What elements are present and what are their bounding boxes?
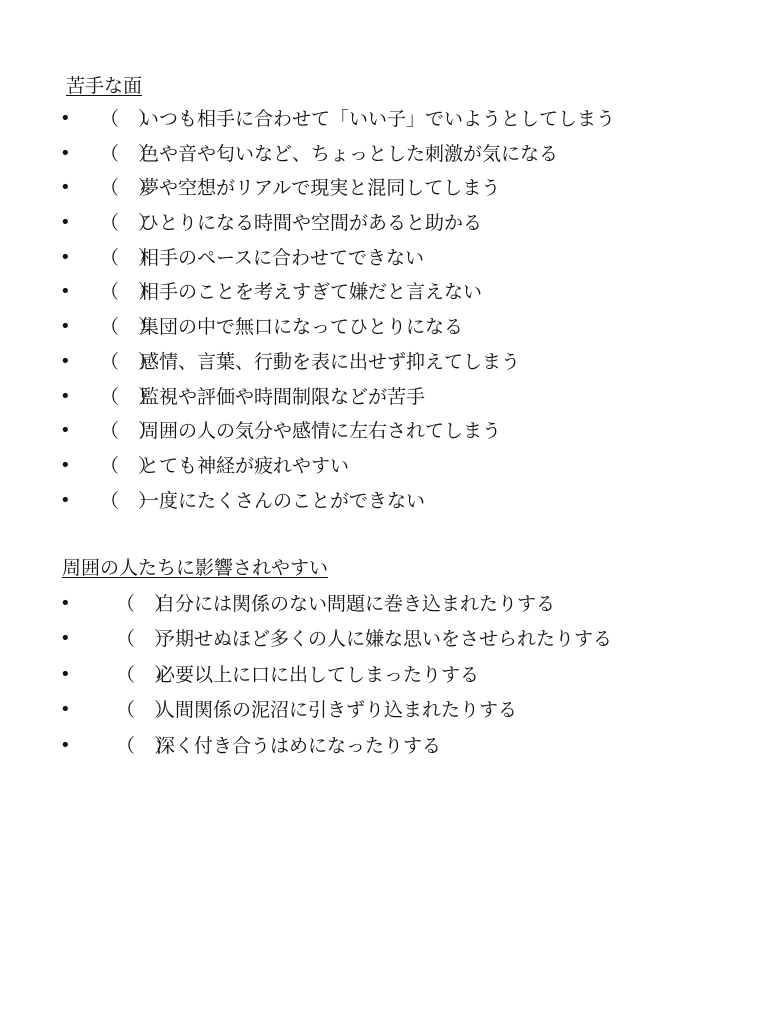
item-text: 必要以上に口に出してしまったりする [156, 663, 480, 686]
bullet: • [60, 385, 71, 407]
list-item [0, 661, 772, 696]
item-text: 相手のことを考えすぎて嫌だと言えない [140, 281, 483, 304]
list-item [0, 140, 772, 175]
bullet: • [60, 628, 71, 650]
item-text: 人間関係の泥沼に引きずり込まれたりする [156, 699, 518, 722]
checkbox-parentheses[interactable]: （ ） [100, 108, 158, 130]
list-item [0, 452, 772, 487]
checkbox-parentheses[interactable]: （ ） [100, 420, 158, 443]
bullet: • [60, 142, 71, 164]
list-item [0, 244, 772, 279]
list-item [0, 174, 772, 209]
checkbox-parentheses[interactable]: （ ） [116, 699, 174, 722]
bullet: • [60, 663, 71, 685]
item-text: 一度にたくさんのことができない [140, 489, 426, 512]
item-text: 集団の中で無口になってひとりになる [140, 316, 464, 339]
list-item [0, 625, 772, 660]
checkbox-parentheses[interactable]: （ ） [100, 246, 158, 269]
item-text: 監視や評価や時間制限などが苦手 [140, 385, 426, 408]
item-text: 周囲の人の気分や感情に左右されてしまう [140, 420, 502, 443]
checkbox-parentheses[interactable]: （ ） [116, 628, 174, 651]
item-text: 自分には関係のない問題に巻き込まれたりする [156, 593, 556, 615]
bullet: • [60, 246, 71, 268]
bullet: • [60, 593, 71, 614]
checkbox-parentheses[interactable]: （ ） [116, 593, 174, 615]
section-title: 苦手な面 [66, 75, 143, 97]
bullet: • [60, 454, 71, 476]
bullet: • [60, 108, 71, 129]
bullet: • [60, 699, 71, 721]
bullet: • [60, 489, 71, 511]
checkbox-parentheses[interactable]: （ ） [116, 734, 174, 757]
checkbox-parentheses[interactable]: （ ） [100, 281, 158, 304]
checkbox-parentheses[interactable]: （ ） [116, 663, 174, 686]
bullet: • [60, 177, 71, 199]
list-item [0, 278, 772, 313]
list-item [0, 487, 772, 522]
bullet: • [60, 316, 71, 338]
list-item [0, 348, 772, 383]
bullet: • [60, 350, 71, 372]
checkbox-parentheses[interactable]: （ ） [100, 177, 158, 200]
item-text: 予期せぬほど多くの人に嫌な思いをさせられたりする [156, 628, 613, 651]
bullet: • [60, 281, 71, 303]
checkbox-parentheses[interactable]: （ ） [100, 212, 158, 235]
list-item [0, 732, 772, 767]
checkbox-parentheses[interactable]: （ ） [100, 142, 158, 165]
item-text: 相手のペースに合わせてできない [140, 246, 425, 269]
checkbox-parentheses[interactable]: （ ） [100, 489, 158, 512]
checklist [0, 105, 772, 521]
list-item [0, 417, 772, 452]
checkbox-parentheses[interactable]: （ ） [100, 350, 158, 373]
bullet: • [60, 734, 71, 756]
item-text: とても神経が疲れやすい [140, 454, 350, 477]
list-item [0, 105, 772, 140]
checkbox-parentheses[interactable]: （ ） [100, 316, 158, 339]
item-text: 色や音や匂いなど、ちょっとした刺激が気になる [140, 142, 559, 165]
list-item [0, 209, 772, 244]
checklist [0, 590, 772, 767]
list-item [0, 696, 772, 731]
item-text: 感情、言葉、行動を表に出せず抑えてしまう [140, 350, 521, 373]
item-text: 深く付き合うはめになったりする [156, 734, 442, 757]
list-item [0, 590, 772, 625]
bullet: • [60, 420, 71, 442]
checkbox-parentheses[interactable]: （ ） [100, 385, 158, 408]
list-item [0, 383, 772, 418]
item-text: ひとりになる時間や空間があると助かる [140, 212, 483, 235]
list-item [0, 313, 772, 348]
checkbox-parentheses[interactable]: （ ） [100, 454, 158, 477]
bullet: • [60, 212, 71, 234]
item-text: 夢や空想がリアルで現実と混同してしまう [140, 177, 501, 200]
section-title: 周囲の人たちに影響されやすい [62, 557, 329, 579]
item-text: いつも相手に合わせて「いい子」でいようとしてしまう [140, 108, 616, 130]
